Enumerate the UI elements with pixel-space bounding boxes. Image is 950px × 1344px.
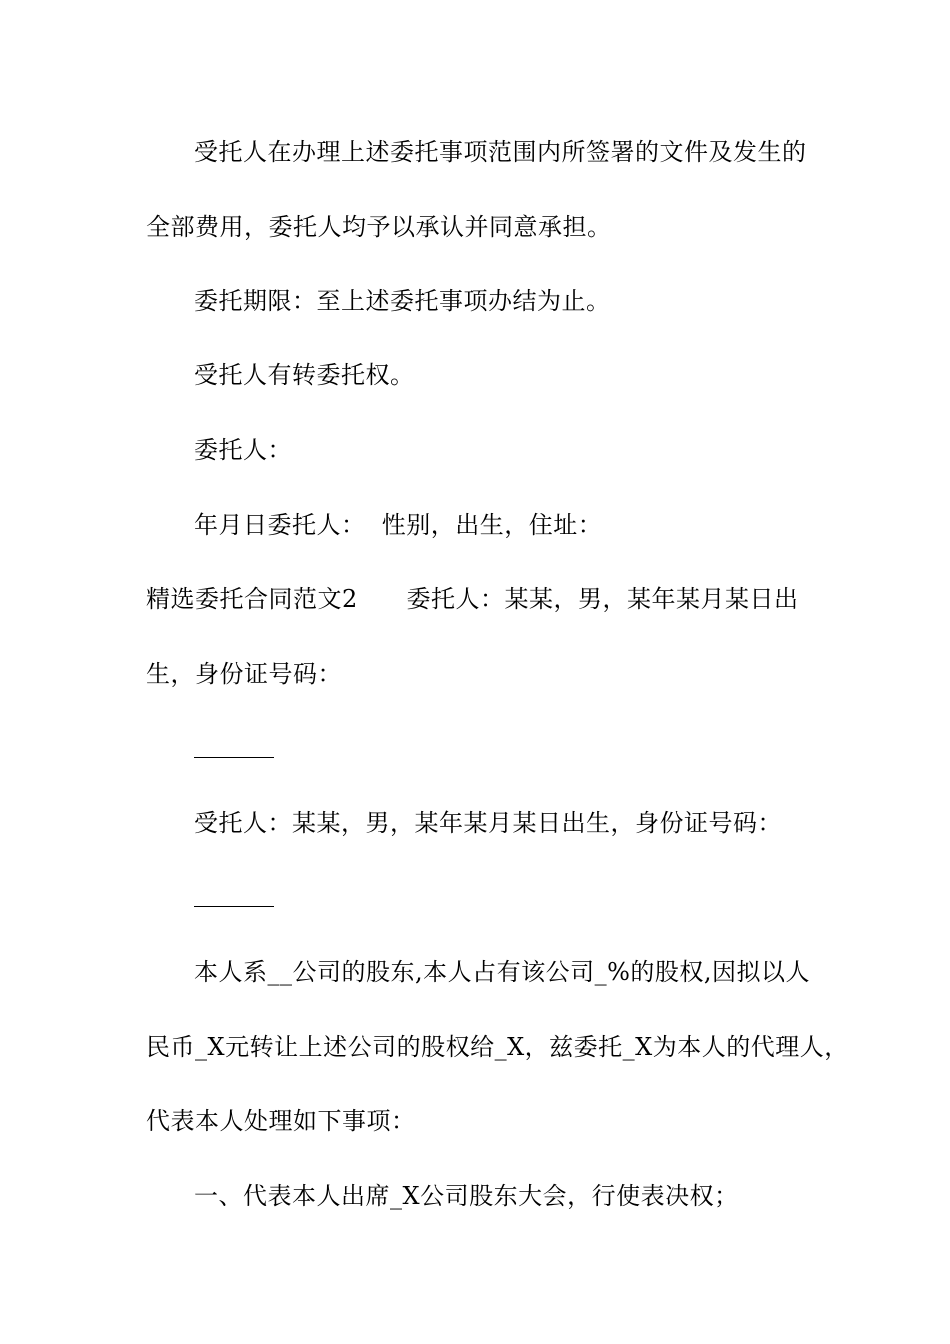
paragraph-line: 代表本人处理如下事项： (146, 1107, 416, 1135)
paragraph-line: 本人系__公司的股东,本人占有该公司_%的股权,因拟以人 (194, 958, 811, 986)
paragraph-line: 受托人在办理上述委托事项范围内所签署的文件及发生的 (194, 138, 807, 166)
blank-underline (194, 906, 274, 907)
paragraph-line: 全部费用，委托人均予以承认并同意承担。 (146, 213, 612, 241)
paragraph-line: 委托人： (194, 436, 292, 464)
paragraph-line: 年月日委托人： 性别，出生，住址： (194, 511, 603, 539)
paragraph-line: 受托人有转委托权。 (194, 361, 415, 389)
paragraph-line: 受托人：某某，男，某年某月某日出生，身份证号码： (194, 809, 782, 837)
paragraph-line: 生，身份证号码： (146, 660, 342, 688)
paragraph-line: 委托期限：至上述委托事项办结为止。 (194, 287, 611, 315)
section-heading-line: 精选委托合同范文2 委托人：某某，男，某年某月某日出 (146, 585, 799, 613)
paragraph-line: 民币_X元转让上述公司的股权给_X，兹委托_X为本人的代理人， (146, 1033, 849, 1061)
list-item: 一、代表本人出席_X公司股东大会，行使表决权； (194, 1182, 739, 1210)
blank-underline (194, 757, 274, 758)
